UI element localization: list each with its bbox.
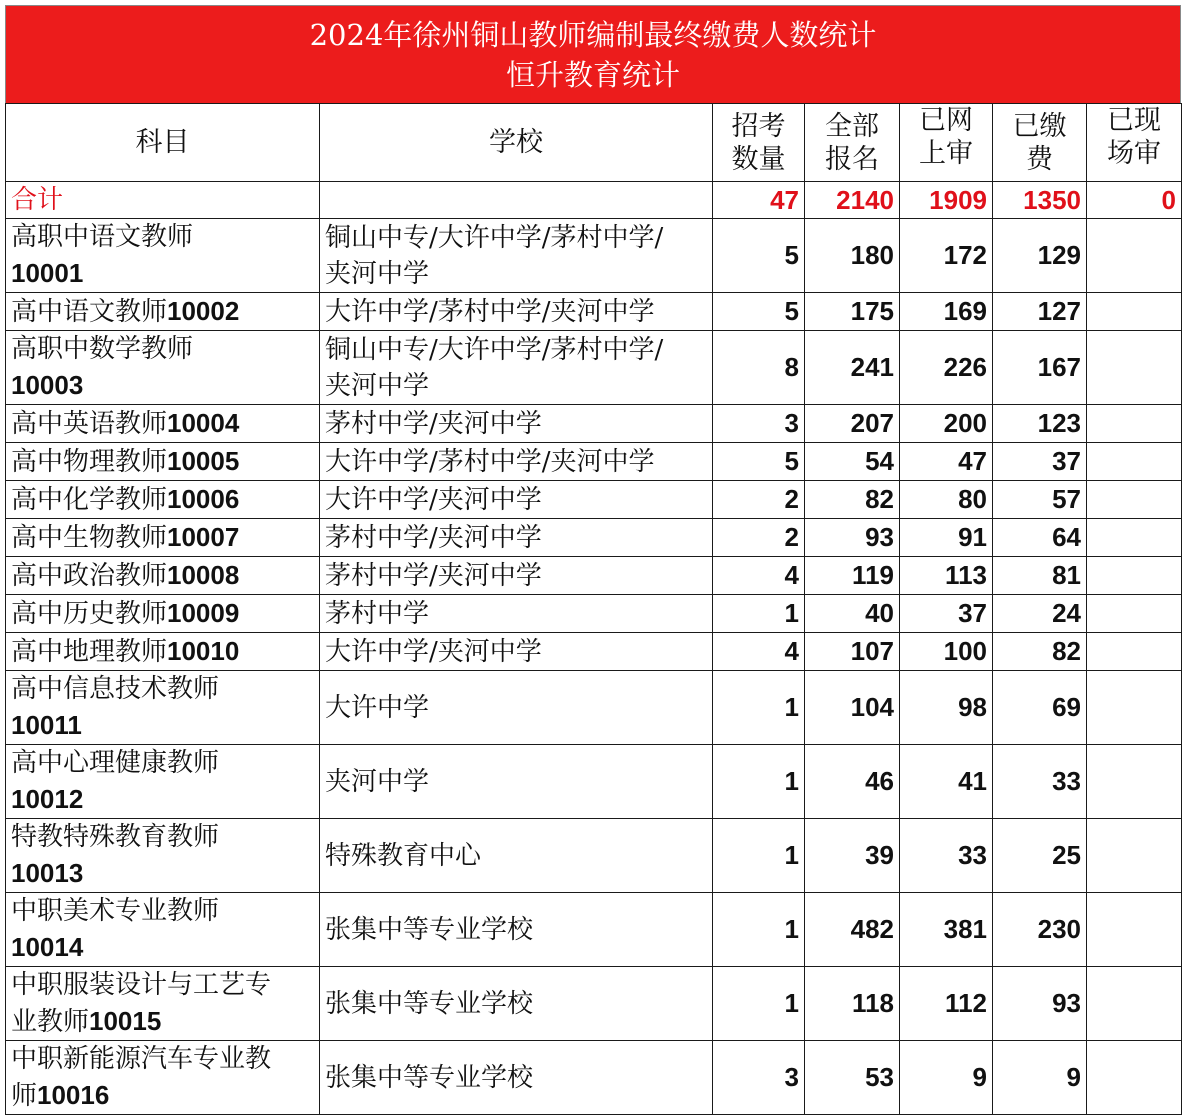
paid-cell: 93 xyxy=(993,967,1087,1041)
online-reviewed-cell: 91 xyxy=(900,519,993,557)
quota-cell: 5 xyxy=(713,443,805,481)
onsite-reviewed-cell xyxy=(1087,819,1182,893)
table-row xyxy=(6,819,1182,893)
quota-cell: 1 xyxy=(713,595,805,633)
paid-cell: 123 xyxy=(993,405,1087,443)
subject-cell: 高中政治教师10008 xyxy=(6,557,320,595)
onsite-reviewed-cell xyxy=(1087,219,1182,293)
online-reviewed-cell: 37 xyxy=(900,595,993,633)
onsite-reviewed-cell xyxy=(1087,519,1182,557)
table-row xyxy=(6,519,1182,557)
subject-cell: 高职中语文教师 10001 xyxy=(6,219,320,293)
title-line-2: 恒升教育统计 xyxy=(505,57,680,92)
paid-cell: 24 xyxy=(993,595,1087,633)
online-reviewed-cell: 33 xyxy=(900,819,993,893)
online-reviewed-cell: 112 xyxy=(900,967,993,1041)
onsite-reviewed-cell xyxy=(1087,967,1182,1041)
header-quota: 招考 数量 xyxy=(713,104,805,182)
table-row xyxy=(6,745,1182,819)
quota-cell: 1 xyxy=(713,967,805,1041)
table-row xyxy=(6,633,1182,671)
all-registered-cell: 175 xyxy=(805,293,900,331)
paid-cell: 33 xyxy=(993,745,1087,819)
subject-cell: 高中心理健康教师 10012 xyxy=(6,745,320,819)
quota-cell: 1 xyxy=(713,745,805,819)
paid-cell: 57 xyxy=(993,481,1087,519)
online-reviewed-cell: 41 xyxy=(900,745,993,819)
registration-table xyxy=(5,103,1182,1115)
school-cell: 张集中等专业学校 xyxy=(320,893,713,967)
header-row xyxy=(6,104,1182,182)
subject-cell: 高中生物教师10007 xyxy=(6,519,320,557)
online-reviewed-cell: 100 xyxy=(900,633,993,671)
header-subject: 科目 xyxy=(6,104,320,182)
quota-cell: 4 xyxy=(713,557,805,595)
paid-cell: 230 xyxy=(993,893,1087,967)
all-registered-cell: 180 xyxy=(805,219,900,293)
quota-cell: 2 xyxy=(713,519,805,557)
all-registered-cell: 93 xyxy=(805,519,900,557)
paid-cell: 81 xyxy=(993,557,1087,595)
all-registered-cell: 39 xyxy=(805,819,900,893)
paid-cell: 64 xyxy=(993,519,1087,557)
quota-cell: 1 xyxy=(713,893,805,967)
table-row xyxy=(6,671,1182,745)
subject-cell: 高中地理教师10010 xyxy=(6,633,320,671)
subject-cell: 高中物理教师10005 xyxy=(6,443,320,481)
subject-cell: 中职新能源汽车专业教 师10016 xyxy=(6,1041,320,1115)
onsite-reviewed-cell xyxy=(1087,633,1182,671)
statistics-sheet xyxy=(5,5,1181,1115)
online-reviewed-cell: 172 xyxy=(900,219,993,293)
total-school-empty xyxy=(320,182,713,219)
subject-cell: 高职中数学教师 10003 xyxy=(6,331,320,405)
online-reviewed-cell: 113 xyxy=(900,557,993,595)
header-all-registered: 全部 报名 xyxy=(805,104,900,182)
quota-cell: 1 xyxy=(713,671,805,745)
paid-cell: 129 xyxy=(993,219,1087,293)
onsite-reviewed-cell xyxy=(1087,331,1182,405)
table-row xyxy=(6,293,1182,331)
subject-cell: 特教特殊教育教师 10013 xyxy=(6,819,320,893)
school-cell: 茅村中学/夹河中学 xyxy=(320,405,713,443)
quota-cell: 4 xyxy=(713,633,805,671)
school-cell: 茅村中学/夹河中学 xyxy=(320,519,713,557)
all-registered-cell: 241 xyxy=(805,331,900,405)
school-cell: 铜山中专/大许中学/茅村中学/ 夹河中学 xyxy=(320,331,713,405)
school-cell: 铜山中专/大许中学/茅村中学/ 夹河中学 xyxy=(320,219,713,293)
school-cell: 大许中学/茅村中学/夹河中学 xyxy=(320,293,713,331)
school-cell: 大许中学/夹河中学 xyxy=(320,481,713,519)
online-reviewed-cell: 98 xyxy=(900,671,993,745)
online-reviewed-cell: 9 xyxy=(900,1041,993,1115)
total-paid: 1350 xyxy=(993,182,1087,219)
school-cell: 大许中学/夹河中学 xyxy=(320,633,713,671)
subject-cell: 高中信息技术教师 10011 xyxy=(6,671,320,745)
all-registered-cell: 82 xyxy=(805,481,900,519)
all-registered-cell: 207 xyxy=(805,405,900,443)
table-row xyxy=(6,557,1182,595)
total-label: 合计 xyxy=(6,182,320,219)
subject-cell: 高中语文教师10002 xyxy=(6,293,320,331)
subject-cell: 高中化学教师10006 xyxy=(6,481,320,519)
header-paid: 已缴 费 xyxy=(993,104,1087,182)
all-registered-cell: 482 xyxy=(805,893,900,967)
onsite-reviewed-cell xyxy=(1087,893,1182,967)
total-quota: 47 xyxy=(713,182,805,219)
table-row xyxy=(6,481,1182,519)
header-school: 学校 xyxy=(320,104,713,182)
subject-cell: 中职服装设计与工艺专 业教师10015 xyxy=(6,967,320,1041)
table-row xyxy=(6,443,1182,481)
paid-cell: 9 xyxy=(993,1041,1087,1115)
school-cell: 张集中等专业学校 xyxy=(320,1041,713,1115)
online-reviewed-cell: 226 xyxy=(900,331,993,405)
onsite-reviewed-cell xyxy=(1087,557,1182,595)
table-row xyxy=(6,1041,1182,1115)
onsite-reviewed-cell xyxy=(1087,481,1182,519)
online-reviewed-cell: 169 xyxy=(900,293,993,331)
paid-cell: 82 xyxy=(993,633,1087,671)
online-reviewed-cell: 381 xyxy=(900,893,993,967)
school-cell: 特殊教育中心 xyxy=(320,819,713,893)
online-reviewed-cell: 200 xyxy=(900,405,993,443)
school-cell: 大许中学/茅村中学/夹河中学 xyxy=(320,443,713,481)
onsite-reviewed-cell xyxy=(1087,293,1182,331)
school-cell: 夹河中学 xyxy=(320,745,713,819)
school-cell: 张集中等专业学校 xyxy=(320,967,713,1041)
paid-cell: 37 xyxy=(993,443,1087,481)
all-registered-cell: 46 xyxy=(805,745,900,819)
school-cell: 茅村中学/夹河中学 xyxy=(320,557,713,595)
all-registered-cell: 107 xyxy=(805,633,900,671)
title-line-1: 2024年徐州铜山教师编制最终缴费人数统计 xyxy=(309,17,877,52)
onsite-reviewed-cell xyxy=(1087,405,1182,443)
quota-cell: 5 xyxy=(713,219,805,293)
paid-cell: 167 xyxy=(993,331,1087,405)
school-cell: 大许中学 xyxy=(320,671,713,745)
quota-cell: 3 xyxy=(713,1041,805,1115)
online-reviewed-cell: 80 xyxy=(900,481,993,519)
onsite-reviewed-cell xyxy=(1087,745,1182,819)
all-registered-cell: 53 xyxy=(805,1041,900,1115)
quota-cell: 2 xyxy=(713,481,805,519)
all-registered-cell: 118 xyxy=(805,967,900,1041)
all-registered-cell: 119 xyxy=(805,557,900,595)
table-row xyxy=(6,219,1182,293)
quota-cell: 3 xyxy=(713,405,805,443)
total-all-registered: 2140 xyxy=(805,182,900,219)
all-registered-cell: 104 xyxy=(805,671,900,745)
header-online-reviewed: 已网 上审 xyxy=(900,104,993,182)
quota-cell: 1 xyxy=(713,819,805,893)
onsite-reviewed-cell xyxy=(1087,443,1182,481)
table-row xyxy=(6,595,1182,633)
all-registered-cell: 54 xyxy=(805,443,900,481)
table-row xyxy=(6,331,1182,405)
total-row xyxy=(6,182,1182,219)
onsite-reviewed-cell xyxy=(1087,595,1182,633)
table-row xyxy=(6,405,1182,443)
sheet-title xyxy=(5,5,1181,103)
onsite-reviewed-cell xyxy=(1087,1041,1182,1115)
table-row xyxy=(6,967,1182,1041)
all-registered-cell: 40 xyxy=(805,595,900,633)
paid-cell: 127 xyxy=(993,293,1087,331)
paid-cell: 69 xyxy=(993,671,1087,745)
quota-cell: 8 xyxy=(713,331,805,405)
total-online-reviewed: 1909 xyxy=(900,182,993,219)
paid-cell: 25 xyxy=(993,819,1087,893)
subject-cell: 高中英语教师10004 xyxy=(6,405,320,443)
quota-cell: 5 xyxy=(713,293,805,331)
online-reviewed-cell: 47 xyxy=(900,443,993,481)
onsite-reviewed-cell xyxy=(1087,671,1182,745)
total-onsite-reviewed: 0 xyxy=(1087,182,1182,219)
header-onsite-reviewed: 已现 场审 xyxy=(1087,104,1182,182)
table-row xyxy=(6,893,1182,967)
school-cell: 茅村中学 xyxy=(320,595,713,633)
subject-cell: 高中历史教师10009 xyxy=(6,595,320,633)
subject-cell: 中职美术专业教师 10014 xyxy=(6,893,320,967)
